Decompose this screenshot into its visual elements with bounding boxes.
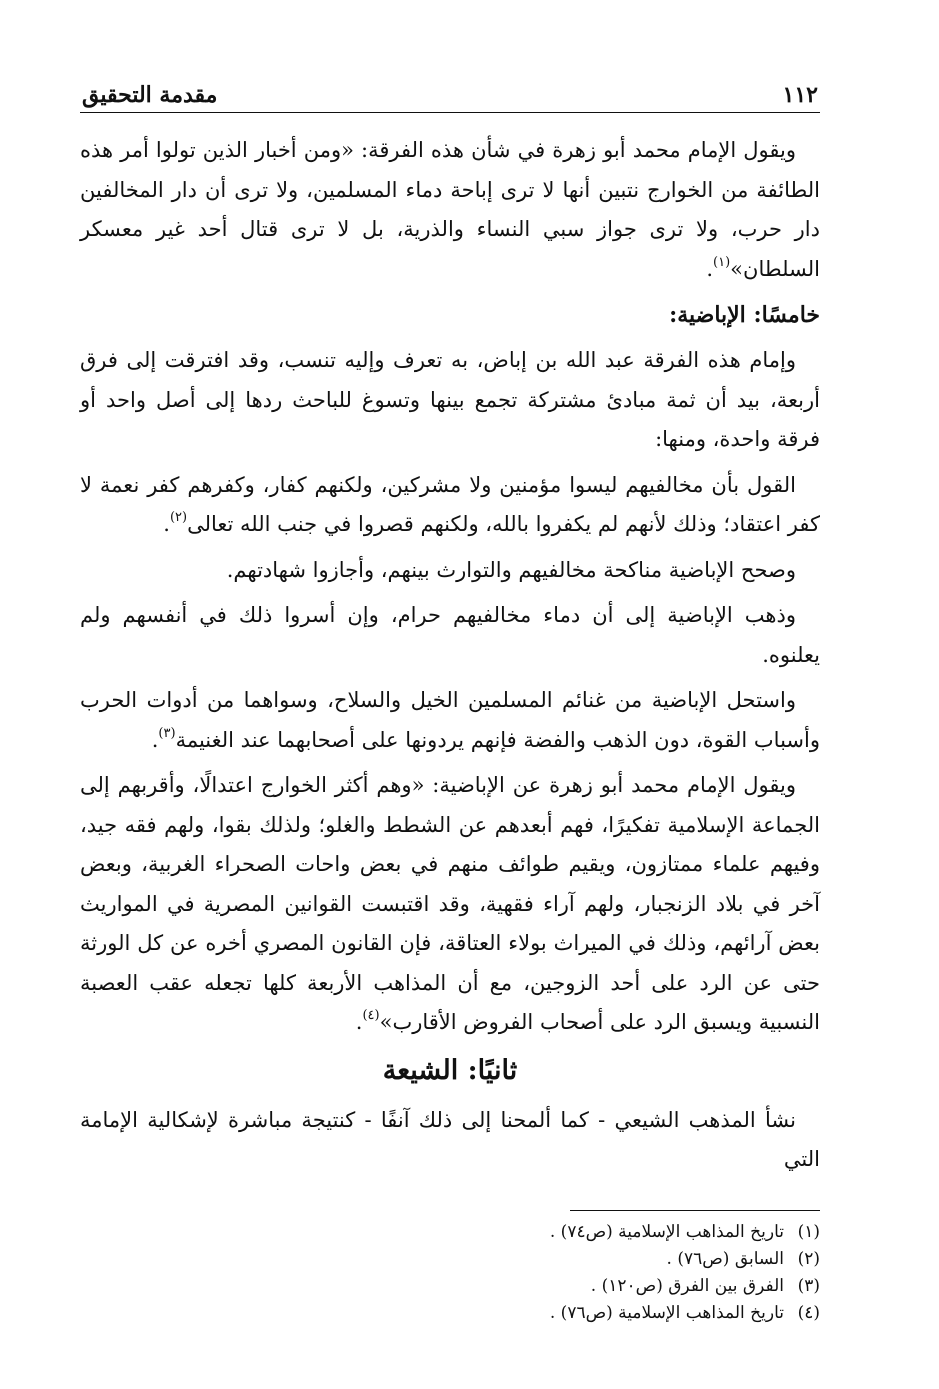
section-heading-ibadiyya: خامسًا: الإباضية: — [669, 302, 820, 328]
page-header — [80, 72, 820, 113]
body-text — [80, 131, 820, 1180]
footnote-number: (٢) — [797, 1248, 820, 1269]
footnote-item — [80, 1246, 820, 1273]
footnote-text: تاريخ المذاهب الإسلامية (ص٧٦) . — [549, 1302, 784, 1323]
paragraph-4: وصحح الإباضية مناكحة مخالفيهم والتوارث بينهم، وأجازوا شهادتهم. — [226, 557, 796, 582]
footnote-ref-4: (٤) — [362, 1008, 380, 1023]
footnote-ref-1: (١) — [713, 254, 731, 270]
paragraph-5: وذهب الإباضية إلى أن دماء مخالفيهم حرام، وإن أسروا ذلك في أنفسهم ولم يعلنوه. — [80, 603, 820, 667]
footnote-text: تاريخ المذاهب الإسلامية (ص٧٤) . — [549, 1221, 784, 1242]
section-heading-shia: ثانيًا: الشيعة — [382, 1054, 518, 1086]
footnote-text: الفرق بين الفرق (ص١٢٠) . — [590, 1275, 784, 1296]
footnote-text: السابق (ص٧٦) . — [666, 1248, 784, 1269]
footnotes — [80, 1219, 820, 1327]
paragraph-2: وإمام هذه الفرقة عبد الله بن إباض، به تعرف وإليه تنسب، وقد افترقت إلى فرق أربعة، بيد أن ثمة مبادئ مشتركة تجمع بينها وتسوغ للباحث ردها إلى أصل واحد أو فرقة واحدة، ومنها: — [80, 348, 820, 451]
footnote-item — [80, 1219, 820, 1246]
paragraph-1: ويقول الإمام محمد أبو زهرة في شأن هذه الفرقة: «ومن أخبار الذين تولوا أمر هذه الطائفة من الخوارج نتبين أنها لا ترى إباحة دماء المسلمين، ولا ترى أن دار المخالفين دار حرب، ولا ترى جواز سبي النساء والذرية، بل لا ترى قتال أحد غير معسكر السلطان»$^{(١)}$. — [80, 138, 820, 281]
paragraph-7: ويقول الإمام محمد أبو زهرة عن الإباضية: «وهم أكثر الخوارج اعتدالًا، وأقربهم إلى الجماعة الإسلامية تفكيرًا، فهم أبعدهم عن الشطط والغلو؛ ولذلك بقوا، ولهم فقه جيد، وفيهم علماء ممتازون، ويقيم طوائف منهم في بعض واحات الصحراء الغربية، وبعض آخر في بلاد الزنجبار، ولهم آراء فقهية، وقد اقتبست القوانين المصرية في المواريث بعض آرائهم، وذلك في الميراث بولاء العتاقة، فإن القانون المصري أخره عن كل الورثة حتى عن الرد على أحد الزوجين، مع أن المذاهب الأربعة كلها تجعله عقب العصبة النسبية ويسبق الرد على أصحاب الفروض الأقارب»$^{(٤)}$. — [80, 773, 820, 1034]
footnote-divider — [570, 1210, 820, 1211]
paragraph-8: نشأ المذهب الشيعي - كما ألمحنا إلى ذلك آنفًا - كنتيجة مباشرة لإشكالية الإمامة التي — [80, 1107, 820, 1171]
footnote-ref-2: (٢) — [169, 510, 188, 525]
paragraph-3: القول بأن مخالفيهم ليسوا مؤمنين ولا مشركين، ولكنهم كفار، وكفرهم كفر نعمة لا كفر اعتقاد؛ وذلك لأنهم لم يكفروا بالله، ولكنهم قصروا في جنب الله تعالى$^{(٢)}$. — [80, 472, 820, 536]
running-title: مقدمة التحقيق — [82, 82, 218, 108]
footnote-ref-3: (٣) — [158, 725, 176, 741]
footnote-item — [80, 1273, 820, 1300]
page-number: ١١٢ — [782, 82, 818, 108]
footnote-number: (٤) — [797, 1302, 820, 1323]
document-page — [80, 72, 820, 1327]
footnote-number: (٣) — [797, 1275, 820, 1296]
paragraph-6: واستحل الإباضية من غنائم المسلمين الخيل والسلاح، وسواهما من أدوات الحرب وأسباب القوة، دون الذهب والفضة فإنهم يردونها على أصحابهما عند الغنيمة$^{(٣)}$. — [80, 688, 820, 752]
footnote-item — [80, 1300, 820, 1327]
footnote-number: (١) — [797, 1221, 820, 1242]
